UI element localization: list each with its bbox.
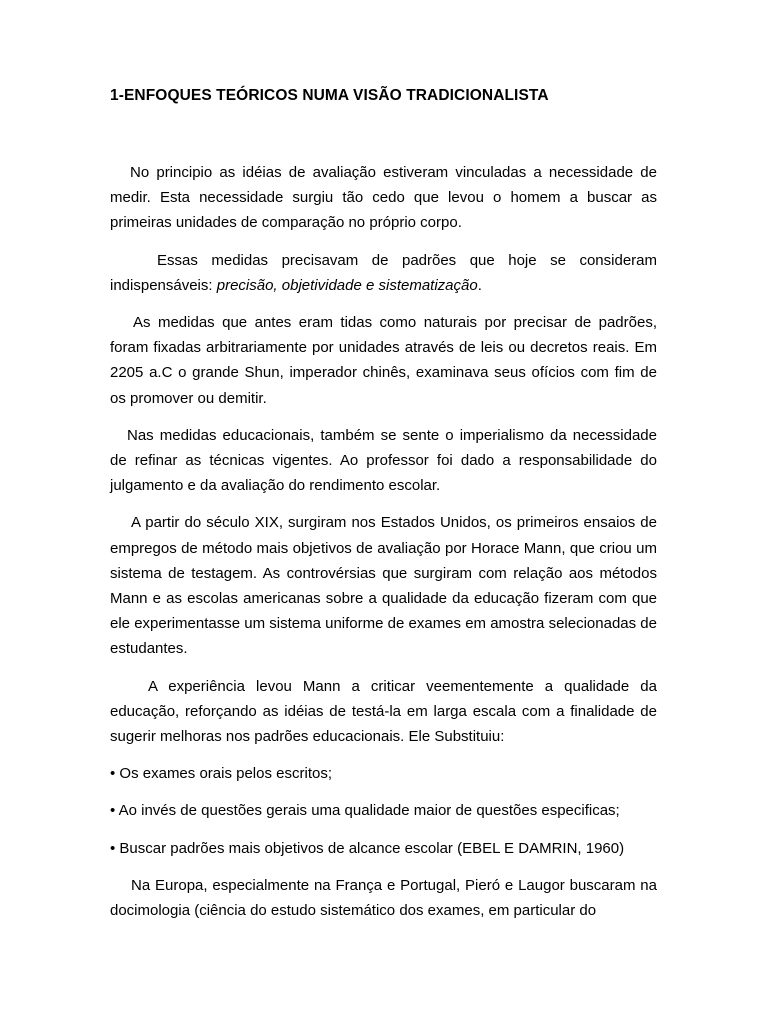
bullet-item: • Ao invés de questões gerais uma qualidade maior de questões especificas; xyxy=(110,802,620,820)
document-title: 1-ENFOQUES TEÓRICOS NUMA VISÃO TRADICIONALISTA xyxy=(110,87,549,104)
paragraph-2-italic-terms: precisão, objetividade e sistematização xyxy=(216,276,478,294)
paragraph-6: A experiência levou Mann a criticar veementemente a qualidade da educação, reforçando as idéias de testá-la em larga escala com a finalidade de sugerir melhoras nos padrões educacionais. Ele Substituiu: xyxy=(110,677,657,746)
paragraph-2-text: Essas medidas precisavam de padrões que hoje se consideram indispensáveis: xyxy=(110,251,657,294)
document-body xyxy=(110,160,657,923)
paragraph-4: Nas medidas educacionais, também se sente o imperialismo da necessidade de refinar as técnicas vigentes. Ao professor foi dado a responsabilidade do julgamento e da avaliação do rendimento escolar. xyxy=(110,426,657,495)
paragraph-5: A partir do século XIX, surgiram nos Estados Unidos, os primeiros ensaios de empregos de método mais objetivos de avaliação por Horace Mann, que criou um sistema de testagem. As controvérsias que surgiram com relação aos métodos Mann e as escolas americanas sobre a qualidade da educação fizeram com que ele experimentasse um sistema uniforme de exames em amostra selecionadas de estudantes. xyxy=(110,514,657,658)
paragraph-2 xyxy=(110,248,657,298)
paragraph-2-end: . xyxy=(477,276,482,294)
paragraph-3: As medidas que antes eram tidas como naturais por precisar de padrões, foram fixadas arbitrariamente por unidades através de leis ou decretos reais. Em 2205 a.C o grande Shun, imperador chinês, examinava seus ofícios com fim de os promover ou demitir. xyxy=(110,314,657,407)
bullet-item: • Os exames orais pelos escritos; xyxy=(110,765,332,783)
bullet-item: • Buscar padrões mais objetivos de alcance escolar (EBEL E DAMRIN, 1960) xyxy=(110,839,625,857)
paragraph-1: No principio as idéias de avaliação estiveram vinculadas a necessidade de medir. Esta necessidade surgiu tão cedo que levou o homem a buscar as primeiras unidades de comparação no próprio corpo. xyxy=(110,164,657,232)
paragraph-7: Na Europa, especialmente na França e Portugal, Pieró e Laugor buscaram na docimologia (ciência do estudo sistemático dos exames, em particular do xyxy=(110,876,657,920)
